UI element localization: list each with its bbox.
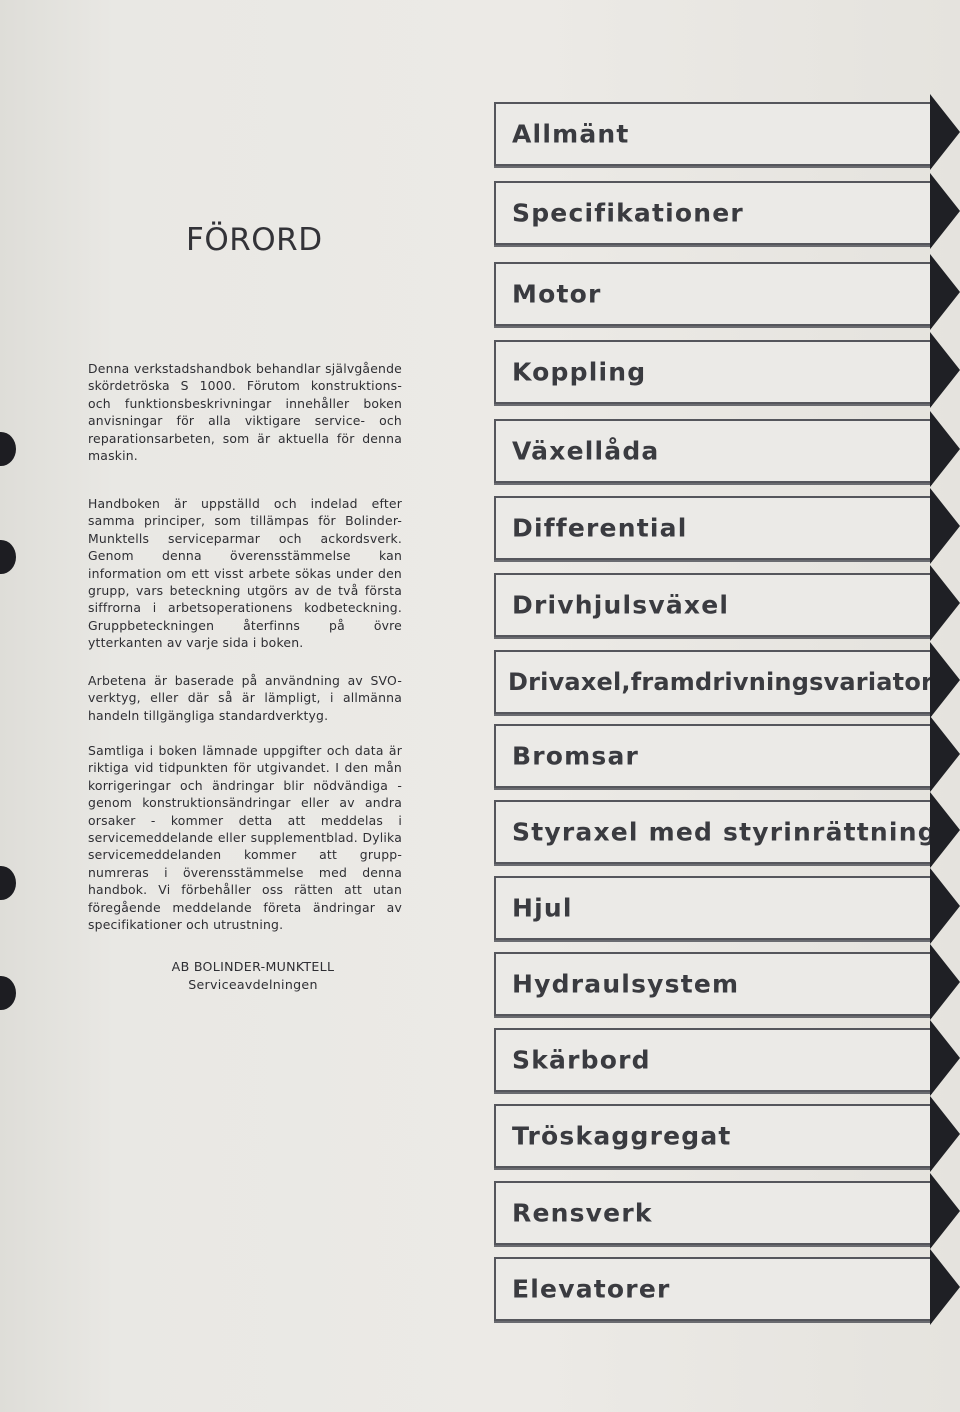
- tab-marker-icon: [930, 1096, 960, 1172]
- tab-hjul[interactable]: [494, 876, 932, 940]
- preface-paragraph-1: Denna verkstadshandbok behandlar självgående skördetröska S 1000. Förutom konstruktions- och funktionsbeskrivningar innehåller boken anvisningar för alla viktigare service- och reparationsarbeten, som är aktuella för denna maskin.: [88, 361, 402, 464]
- tab-vaxellada[interactable]: [494, 419, 932, 483]
- tab-label: Hydraulsystem: [512, 969, 740, 999]
- tab-label: Motor: [512, 279, 602, 309]
- signature-block: [88, 958, 402, 994]
- tab-label: Drivaxel,framdrivningsvariator: [508, 668, 934, 696]
- tab-marker-icon: [930, 94, 960, 170]
- preface-paragraph-2: Handboken är uppställd och indelad efter samma principer, som tillämpas för Bolinder-Munktells serviceparmar och ackordsverk. Genom denna överensstämmelse kan information om ett visst arbete sökas under den grupp, vars beteckning utgörs av de två första siffrorna i arbetsoperationens kodbeteckning. Gruppbeteckningen återfinns på övre ytterkanten av varje sida i boken.: [88, 496, 402, 651]
- page-title: FÖRORD: [186, 222, 323, 258]
- tab-marker-icon: [930, 642, 960, 718]
- tab-hydraulsystem[interactable]: [494, 952, 932, 1016]
- binder-hole: [0, 432, 16, 466]
- tab-marker-icon: [930, 488, 960, 564]
- tab-rensverk[interactable]: [494, 1181, 932, 1245]
- tab-label: Styraxel med styrinrättning: [512, 817, 937, 847]
- tab-label: Växellåda: [512, 436, 660, 466]
- tab-label: Specifikationer: [512, 198, 744, 228]
- tab-marker-icon: [930, 332, 960, 408]
- tab-marker-icon: [930, 1249, 960, 1325]
- tab-marker-icon: [930, 944, 960, 1020]
- binder-hole: [0, 540, 16, 574]
- tab-styraxel-med-styrinrattning[interactable]: [494, 800, 937, 864]
- tab-label: Koppling: [512, 357, 647, 387]
- tab-label: Skärbord: [512, 1045, 651, 1075]
- tab-marker-icon: [930, 792, 960, 868]
- signature-company: AB BOLINDER-MUNKTELL: [171, 959, 335, 974]
- tab-label: Allmänt: [512, 119, 630, 149]
- tab-label: Bromsar: [512, 741, 640, 771]
- signature-department: Serviceavdelningen: [188, 977, 318, 992]
- tab-marker-icon: [930, 173, 960, 249]
- preface-paragraph-4: Samtliga i boken lämnade uppgifter och data är riktiga vid tidpunkten för utgivandet. I den mån korrigeringar och ändringar blir nödvändiga - genom konstruktionsändringar eller av andra orsaker - kommer detta att meddelas i servicemeddelande eller supplementblad. Dylika servicemeddelanden kommer att grupp-numreras i överensstämmelse med denna handbok. Vi förbehåller oss rätten att utan föregående meddelande företa ändringar av specifikationer och utrustning.: [88, 743, 402, 933]
- tab-marker-icon: [930, 716, 960, 792]
- tab-troskaggregat[interactable]: [494, 1104, 932, 1168]
- preface-paragraph-3: Arbetena är baserade på användning av SVO-verktyg, eller där så är lämpligt, i allmänna handeln tillgängliga standardverktyg.: [88, 673, 402, 723]
- tab-label: Rensverk: [512, 1198, 653, 1228]
- tab-marker-icon: [930, 1173, 960, 1249]
- tab-label: Hjul: [512, 893, 573, 923]
- tab-marker-icon: [930, 868, 960, 944]
- tab-drivaxel-framdrivningsvariator[interactable]: [494, 650, 932, 714]
- tab-differential[interactable]: [494, 496, 932, 560]
- tab-elevatorer[interactable]: [494, 1257, 932, 1321]
- tab-motor[interactable]: [494, 262, 932, 326]
- tab-allmant[interactable]: [494, 102, 932, 166]
- binder-hole: [0, 976, 16, 1010]
- tab-bromsar[interactable]: [494, 724, 932, 788]
- tab-label: Tröskaggregat: [512, 1121, 732, 1151]
- binder-hole: [0, 866, 16, 900]
- tab-label: Drivhjulsväxel: [512, 590, 730, 620]
- tab-specifikationer[interactable]: [494, 181, 932, 245]
- tab-marker-icon: [930, 565, 960, 641]
- tab-koppling[interactable]: [494, 340, 932, 404]
- tab-label: Elevatorer: [512, 1274, 671, 1304]
- tab-marker-icon: [930, 254, 960, 330]
- tab-skarbord[interactable]: [494, 1028, 932, 1092]
- tab-label: Differential: [512, 513, 688, 543]
- tab-marker-icon: [930, 411, 960, 487]
- tab-marker-icon: [930, 1020, 960, 1096]
- tab-drivhjulsvaxel[interactable]: [494, 573, 932, 637]
